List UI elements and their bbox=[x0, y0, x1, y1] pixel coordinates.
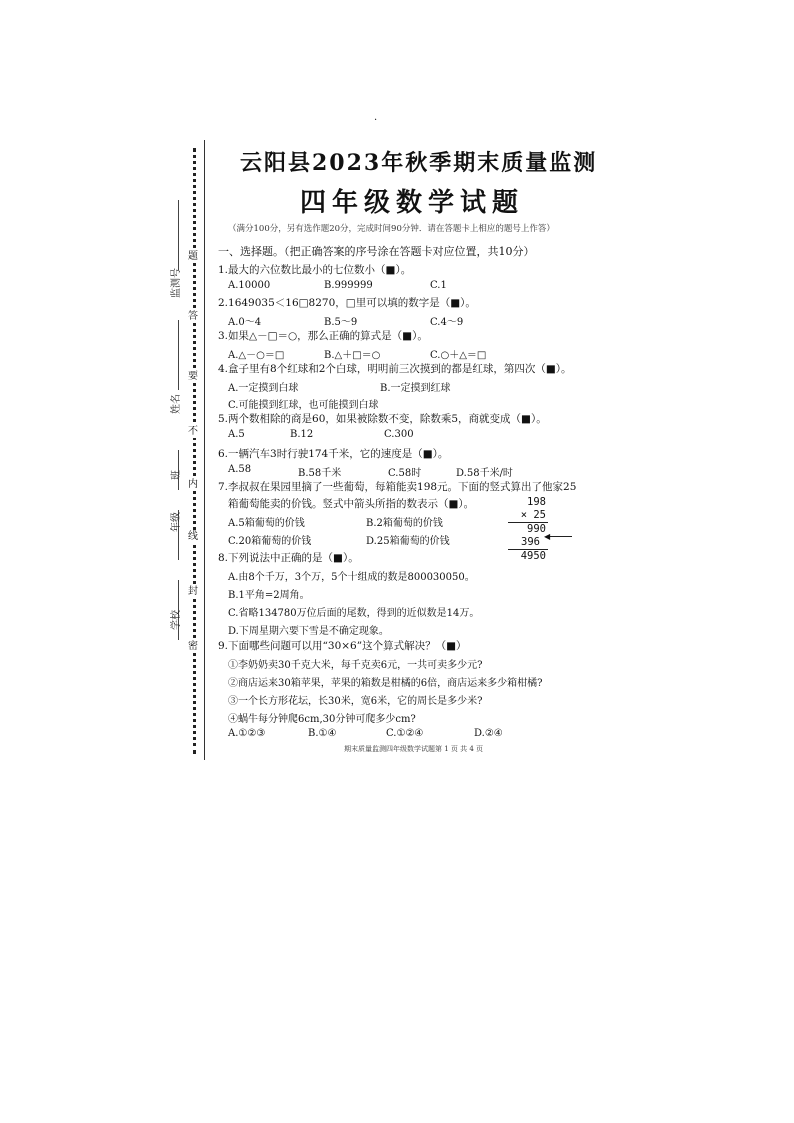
seal-char: 密 bbox=[188, 641, 198, 652]
exam-title: 云阳县2023年秋季期末质量监测 bbox=[240, 150, 598, 176]
option-b: B.一定摸到红球 bbox=[380, 383, 451, 394]
section-heading: 一、选择题。（把正确答案的序号涂在答题卡对应位置，共10分） bbox=[218, 245, 535, 258]
stray-dot: . bbox=[374, 112, 378, 123]
field-id-label: 监测号 bbox=[171, 268, 182, 298]
option-b: B.999999 bbox=[324, 280, 373, 291]
option-c: C.○＋△＝□ bbox=[430, 350, 487, 361]
binding-dotted-line bbox=[193, 148, 196, 754]
option-b: B.5～9 bbox=[324, 317, 358, 328]
problem-item: ②商店运来30箱苹果，苹果的箱数是柑橘的6倍，商店运来多少箱柑橘? bbox=[228, 678, 543, 689]
vertical-multiplication bbox=[510, 496, 551, 563]
page-footer: 期末质量监测四年级数学试题第 1 页 共 4 页 bbox=[344, 745, 484, 753]
question-9: 9.下面哪些问题可以用“30×6”这个算式解决？（■） bbox=[218, 640, 467, 652]
option-a: A.5 bbox=[228, 429, 245, 440]
seal-char: 内 bbox=[188, 479, 198, 490]
option-d: D.下周星期六要下雪是不确定现象。 bbox=[228, 626, 389, 637]
option-b: B.12 bbox=[290, 429, 314, 440]
option-d: D.58千米/时 bbox=[456, 468, 513, 479]
field-grade-label: 年级 bbox=[171, 512, 182, 532]
arrow-head-icon: ◀ bbox=[544, 532, 551, 541]
field-line-name bbox=[178, 320, 179, 390]
question-1: 1.最大的六位数比最小的七位数小（■）。 bbox=[218, 264, 412, 276]
question-4: 4.盒子里有8个红球和2个白球，明明前三次摸到的都是红球，第四次（■）。 bbox=[218, 363, 572, 375]
calc-result: 4950 bbox=[520, 550, 546, 562]
problem-item: ③一个长方形花坛，长30米，宽6米，它的周长是多少米? bbox=[228, 696, 483, 707]
calc-partial-2: 396 bbox=[521, 536, 540, 548]
question-6: 6.一辆汽车3时行驶174千米，它的速度是（■）。 bbox=[218, 448, 449, 460]
question-8: 8.下列说法中正确的是（■）。 bbox=[218, 552, 359, 564]
binding-solid-line bbox=[204, 140, 205, 760]
option-a: A.5箱葡萄的价钱 bbox=[228, 518, 305, 529]
exam-note: （满分100分，另有选作题20分，完成时间90分钟．请在答题卡上相应的题号上作答） bbox=[228, 224, 555, 234]
option-a: A.由8个千万，3个万，5个十组成的数是800030050。 bbox=[228, 572, 475, 583]
question-2: 2.1649035＜16□8270，□里可以填的数字是（■）。 bbox=[218, 297, 476, 309]
option-a: A.①②③ bbox=[228, 728, 266, 739]
option-a: A.10000 bbox=[228, 280, 271, 291]
option-b: B.1平角=2周角。 bbox=[228, 590, 310, 601]
option-c: C.可能摸到红球，也可能摸到白球 bbox=[228, 400, 379, 411]
problem-item: ①李奶奶卖30千克大米，每千克卖6元，一共可卖多少元? bbox=[228, 660, 483, 671]
field-class-label: 班 bbox=[171, 470, 182, 480]
option-c: C.300 bbox=[384, 429, 414, 440]
option-d: D.25箱葡萄的价钱 bbox=[366, 536, 450, 547]
option-a: A.一定摸到白球 bbox=[228, 383, 299, 394]
calc-multiplier: × 25 bbox=[520, 509, 546, 521]
question-3: 3.如果△－□＝○，那么正确的算式是（■）。 bbox=[218, 330, 428, 342]
option-a: A.0～4 bbox=[228, 317, 262, 328]
calc-multiplicand: 198 bbox=[527, 496, 546, 508]
question-7-line2: 箱葡萄能卖的价钱。竖式中箭头所指的数表示（■）。 bbox=[228, 498, 475, 510]
field-name-label: 姓名 bbox=[171, 394, 182, 414]
question-5: 5.两个数相除的商是60，如果被除数不变，除数乘5，商就变成（■）。 bbox=[218, 413, 547, 425]
seal-char: 要 bbox=[188, 371, 198, 382]
calc-partial-1: 990 bbox=[527, 523, 546, 535]
option-a: A.△－○＝□ bbox=[228, 350, 285, 361]
seal-char: 题 bbox=[188, 251, 198, 262]
option-c: C.省略134780万位后面的尾数，得到的近似数是14万。 bbox=[228, 608, 480, 619]
question-7: 7.李叔叔在果园里摘了一些葡萄，每箱能卖198元。下面的竖式算出了他家25 bbox=[218, 481, 577, 493]
option-b: B.58千米 bbox=[298, 468, 342, 479]
exam-subtitle: 四年级数学试题 bbox=[300, 188, 525, 218]
field-line-id bbox=[178, 200, 179, 270]
seal-char: 线 bbox=[188, 531, 198, 542]
option-c: C.1 bbox=[430, 280, 447, 291]
option-d: D.②④ bbox=[474, 728, 503, 739]
seal-char: 不 bbox=[188, 426, 198, 437]
seal-char: 答 bbox=[188, 311, 198, 322]
problem-item: ④蜗牛每分钟爬6cm,30分钟可爬多少cm? bbox=[228, 714, 416, 725]
option-b: B.2箱葡萄的价钱 bbox=[366, 518, 443, 529]
option-c: C.①②④ bbox=[386, 728, 424, 739]
field-school-label: 学校 bbox=[171, 610, 182, 630]
option-b: B.①④ bbox=[308, 728, 337, 739]
seal-char: 封 bbox=[188, 586, 198, 597]
option-b: B.△＋□＝○ bbox=[324, 350, 381, 361]
option-c: C.58时 bbox=[388, 468, 422, 479]
option-c: C.4～9 bbox=[430, 317, 464, 328]
option-c: C.20箱葡萄的价钱 bbox=[228, 536, 312, 547]
option-a: A.58 bbox=[228, 464, 252, 475]
